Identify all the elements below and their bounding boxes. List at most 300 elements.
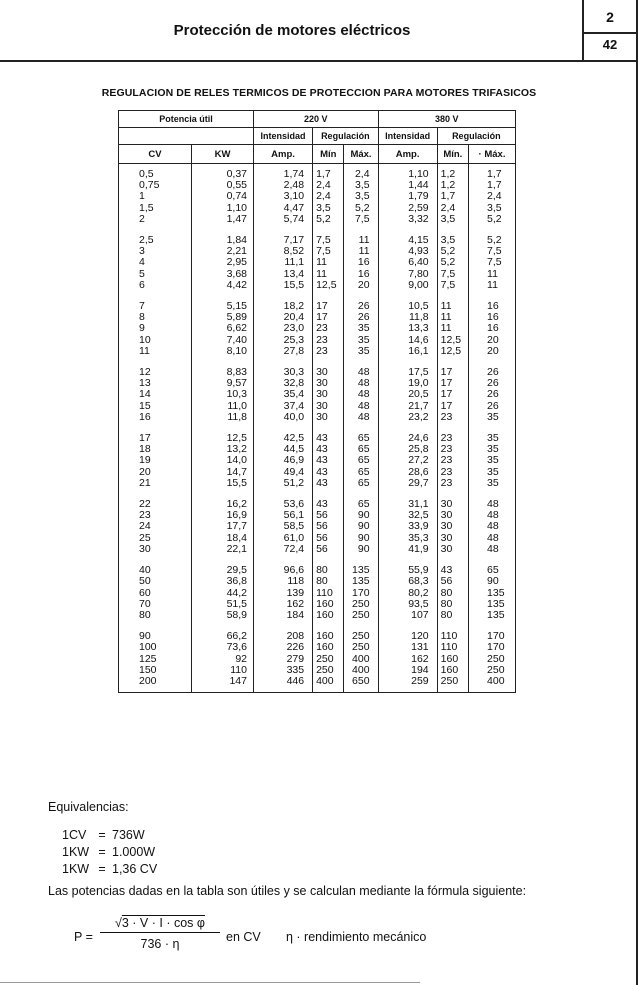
max-380-cell [469,428,516,494]
equivalence-right: 736W [112,828,145,842]
table-value: 30 [440,520,453,533]
table-value: 11,0 [227,399,247,412]
table-value: 3,32 [408,212,429,225]
table-row-group [119,626,516,693]
table-value: 43 [316,465,328,478]
table-value: 14 [139,388,151,401]
table-value: 2,4 [316,179,331,192]
table-value: 31,1 [408,498,429,511]
table-value: 11,8 [227,410,247,423]
table-value: 17 [316,300,328,313]
kw-cell [192,560,254,626]
table-value: 23 [440,465,453,478]
equivalence-right: 1,36 CV [112,862,158,876]
table-value: 259 [411,674,429,687]
kw-cell [192,494,254,560]
max-380-cell [469,230,516,296]
table-value: 24,6 [408,432,429,445]
min-220-cell [313,362,344,428]
table-value: 65 [357,498,370,511]
table-value: 33,9 [408,520,429,533]
table-value: 100 [139,641,157,654]
table-value: 1,47 [226,212,247,225]
table-value: 11 [316,267,327,280]
table-value: 37,4 [283,399,305,412]
table-value: 9 [139,322,145,335]
table-row-group [119,494,516,560]
page-header [0,0,638,62]
min-220-cell [313,164,344,231]
table-value: 18 [139,443,151,456]
table-value: 11 [316,256,327,269]
table-value: 13,2 [226,443,247,456]
amp-220-cell [254,296,313,362]
table-value: 4,93 [408,245,429,258]
table-value: 48 [357,388,370,401]
table-value: 17 [139,432,151,445]
max-220-cell [344,428,378,494]
table-value: 3,10 [283,190,305,203]
header-cv: CV [119,145,192,164]
table-value: 160 [440,652,459,665]
table-value: 21 [139,476,151,489]
table-value: 35 [487,432,499,445]
table-value: 1,79 [408,190,429,203]
table-value: 48 [487,498,499,511]
table-value: 48 [357,366,370,379]
header-potencia: Potencia útil [119,111,254,128]
table-value: 250 [487,652,505,665]
min-220-cell [313,494,344,560]
table-value: 12,5 [226,432,247,445]
cv-cell [119,626,192,693]
table-value: 68,3 [408,575,429,588]
table-value: 162 [286,597,305,610]
table-value: 36,8 [226,575,247,588]
table-value: 8,10 [226,344,247,357]
table-value: 32,8 [283,377,305,390]
equivalence-right: 1.000W [112,845,156,859]
table-value: 1,2 [440,179,456,192]
formula-numerator [100,912,220,933]
table-value: 135 [352,564,370,577]
table-value: 16,1 [408,344,429,357]
table-value: 35,3 [408,531,429,544]
table-value: 48 [487,542,499,555]
table-value: 5,2 [440,256,456,269]
table-value: 250 [352,608,370,621]
table-value: 13 [139,377,151,390]
table-value: 23 [440,454,453,467]
table-value: 2,5 [139,234,154,247]
table-value: 8 [139,311,145,324]
table-value: 27,2 [408,454,429,467]
table-value: 43 [316,432,328,445]
table-value: 30 [440,498,453,511]
equivalence-sign: = [98,828,106,842]
table-value: 2,21 [226,245,247,258]
equivalencias-label: Equivalencias: [48,800,129,814]
table-value: 35 [487,465,499,478]
table-value: 5,2 [354,201,370,214]
table-value: 16 [357,267,370,280]
page-number-box [582,0,636,60]
max-220-cell [344,626,378,693]
table-value: 90 [357,520,370,533]
equivalence-sign: = [98,845,106,859]
header-intensidad-380: Intensidad [378,128,437,145]
table-value: 42,5 [283,432,305,445]
table-value: 5,2 [440,245,456,258]
table-value: 80 [440,597,453,610]
table-value: 19 [139,454,151,467]
table-value: 226 [286,641,305,654]
table-value: 90 [357,531,370,544]
table-value: 400 [487,674,505,687]
table-value: 43 [440,564,453,577]
min-380-cell [437,230,468,296]
table-value: 26 [487,366,499,379]
table-value: 96,6 [283,564,305,577]
table-value: 11 [139,344,150,357]
table-value: 80 [139,608,151,621]
table-value: 250 [316,652,334,665]
table-value: 7,5 [487,245,502,258]
table-value: 12,5 [440,344,462,357]
table-value: 19,0 [408,377,429,390]
table-value: 16 [487,311,499,324]
table-value: 14,7 [226,465,247,478]
table-value: 22,1 [226,542,247,555]
table-value: 4,47 [283,201,305,214]
kw-cell [192,164,254,231]
amp-220-cell [254,626,313,693]
table-value: 51,5 [226,597,247,610]
table-value: 16 [487,322,499,335]
min-380-cell [437,428,468,494]
amp-220-cell [254,164,313,231]
chapter-number: 2 [584,0,636,34]
table-value: 2,4 [487,190,502,203]
cv-cell [119,362,192,428]
cv-cell [119,560,192,626]
table-value: 1,10 [226,201,247,214]
table-value: 160 [316,630,334,643]
table-value: 30 [440,542,453,555]
table-value: 30 [440,531,453,544]
table-value: 58,9 [226,608,247,621]
equivalencias-list [62,827,157,878]
table-value: 30 [316,399,328,412]
table-value: 170 [487,641,505,654]
table-value: 20,4 [283,311,305,324]
table-value: 8,52 [283,245,305,258]
formula-fraction [100,912,220,953]
table-value: 40,0 [283,410,305,423]
header-blank [119,128,254,145]
equivalence-row [62,827,157,844]
header-regulacion-220: Regulación [313,128,378,145]
table-value: 17 [440,399,453,412]
table-value: 11 [487,278,498,291]
table-value: 35 [487,443,499,456]
table-value: 110 [316,586,333,599]
table-value: 7,5 [440,267,456,280]
table-value: 9,57 [226,377,247,390]
header-amp-380: Amp. [378,145,437,164]
table-value: 9,00 [408,278,429,291]
table-value: 5,89 [226,311,247,324]
min-220-cell [313,428,344,494]
max-380-cell [469,164,516,231]
table-value: 18,4 [226,531,247,544]
table-value: 30,3 [283,366,305,379]
table-value: 110 [440,641,458,654]
table-value: 250 [352,630,370,643]
table-value: 20 [487,333,499,346]
table-value: 55,9 [408,564,429,577]
table-value: 17 [316,311,328,324]
table-value: 23 [440,410,453,423]
table-value: 65 [357,443,370,456]
table-value: 125 [139,652,157,665]
max-220-cell [344,230,378,296]
table-value: 13,3 [408,322,429,335]
table-value: 1,7 [487,179,502,192]
max-220-cell [344,494,378,560]
max-380-cell [469,560,516,626]
table-value: 21,7 [408,399,429,412]
formula-note: Las potencias dadas en la tabla son útiles y se calculan mediante la fórmula siguiente: [48,884,527,898]
table-value: 35 [357,322,370,335]
cv-cell [119,296,192,362]
table-value: 23 [316,333,328,346]
table-value: 65 [357,454,370,467]
table-value: 35 [357,333,370,346]
table-value: 1,7 [487,168,502,180]
table-value: 194 [411,663,429,676]
table-value: 27,8 [283,344,305,357]
header-380v: 380 V [378,111,515,128]
table-value: 15,5 [283,278,305,291]
formula-lhs: P = [74,930,93,944]
table-value: 5,74 [283,212,305,225]
header-220v: 220 V [254,111,379,128]
table-value: 20,5 [408,388,429,401]
table-value: 51,2 [283,476,305,489]
bottom-rule [0,982,420,983]
table-value: 66,2 [226,630,247,643]
table-value: 10,3 [226,388,247,401]
cv-cell [119,494,192,560]
table-value: 49,4 [283,465,305,478]
table-value: 73,6 [226,641,247,654]
table-value: 80 [440,608,453,621]
table-value: 110 [440,630,458,643]
table-value: 43 [316,454,328,467]
table-value: 23 [316,344,328,357]
cv-cell [119,428,192,494]
table-value: 44,2 [226,586,247,599]
equivalence-row [62,861,157,878]
equivalence-left: 1KW [62,845,90,859]
table-value: 23 [139,509,151,522]
table-value: 30 [440,509,453,522]
table-value: 56 [316,509,328,522]
page-title: Protección de motores eléctricos [173,22,411,39]
table-value: 20 [139,465,151,478]
table-value: 30 [316,410,328,423]
table-value: 28,6 [408,465,429,478]
table-value: 16 [357,256,370,269]
table-value: 7,17 [283,234,305,247]
table-value: 2,48 [283,179,305,192]
amp-220-cell [254,230,313,296]
table-value: 1,10 [408,168,429,180]
table-value: 400 [352,652,370,665]
table-value: 0,75 [139,179,160,192]
table-value: 40 [139,564,151,577]
table-value: 118 [287,575,305,588]
table-value: 7,80 [408,267,429,280]
table-value: 17 [440,366,453,379]
table-value: 131 [411,641,429,654]
table-value: 250 [440,674,459,687]
table-value: 90 [357,542,370,555]
table-value: 3,5 [354,190,370,203]
table-row-group [119,560,516,626]
table-value: 11 [440,311,452,324]
min-220-cell [313,296,344,362]
table-value: 43 [316,498,328,511]
table-value: 23 [440,432,453,445]
table-value: 56 [316,542,328,555]
table-value: 15,5 [226,476,247,489]
max-220-cell [344,560,378,626]
amp-220-cell [254,494,313,560]
table-value: 3,5 [316,201,331,214]
table-value: 208 [286,630,305,643]
table-value: 4,15 [408,234,429,247]
table-value: 56 [440,575,453,588]
table-value: 72,4 [283,542,305,555]
table-value: 10 [139,333,151,346]
amp-380-cell [378,296,437,362]
table-value: 26 [487,399,499,412]
table-value: 11 [358,245,370,258]
table-value: 5,2 [487,212,502,225]
table-value: 26 [487,388,499,401]
table-value: 7,5 [440,278,456,291]
table-value: 8,83 [226,366,247,379]
formula-denominator: 736 · η [140,937,180,951]
table-value: 30 [316,377,328,390]
table-value: 446 [286,674,305,687]
table-value: 46,9 [283,454,305,467]
table-value: 5,15 [226,300,247,313]
min-220-cell [313,626,344,693]
power-formula [74,912,594,972]
table-value: 11 [440,300,452,313]
table-row-group [119,296,516,362]
table-value: 10,5 [408,300,429,313]
equivalence-left: 1KW [62,862,90,876]
table-value: 3,5 [354,179,370,192]
table-value: 44,5 [283,443,305,456]
formula-numerator-text: 3 · V · I · cos φ [121,916,205,930]
table-value: 5,2 [316,212,331,225]
table-value: 14,6 [408,333,429,346]
table-value: 3,5 [487,201,502,214]
min-220-cell [313,560,344,626]
table-value: 80 [440,586,453,599]
table-value: 0,74 [226,190,247,203]
table-value: 160 [316,608,334,621]
table-value: 56 [316,520,328,533]
table-value: 17 [440,388,453,401]
table-value: 6,62 [226,322,247,335]
table-value: 80 [316,564,328,577]
table-value: 18,2 [283,300,305,313]
table-value: 12,5 [316,278,337,291]
table-value: 20 [487,344,499,357]
table-value: 16,2 [226,498,247,511]
amp-380-cell [378,230,437,296]
table-value: 29,7 [408,476,429,489]
table-value: 139 [286,586,305,599]
table-value: 170 [352,586,370,599]
formula-unit: en CV [226,930,261,944]
kw-cell [192,296,254,362]
table-value: 2,4 [440,201,456,214]
max-380-cell [469,296,516,362]
table-value: 147 [229,674,247,687]
kw-cell [192,626,254,693]
eta-definition: η · rendimiento mecánico [286,930,427,944]
header-max-220: Máx. [344,145,378,164]
table-value: 11 [487,267,498,280]
min-380-cell [437,362,468,428]
amp-220-cell [254,560,313,626]
amp-380-cell [378,428,437,494]
min-380-cell [437,164,468,231]
table-value: 2 [139,212,145,225]
table-value: 30 [316,388,328,401]
table-value: 92 [235,652,247,665]
table-value: 26 [357,311,370,324]
table-value: 5,2 [487,234,502,247]
table-value: 90 [139,630,151,643]
table-value: 48 [357,399,370,412]
table-value: 41,9 [408,542,429,555]
table-value: 80,2 [408,586,429,599]
table-value: 3 [139,245,145,258]
table-value: 58,5 [283,520,305,533]
table-value: 11 [358,234,370,247]
table-value: 48 [357,377,370,390]
table-value: 43 [316,443,328,456]
table-value: 250 [316,663,334,676]
table-value: 35 [357,344,370,357]
cv-cell [119,230,192,296]
table-value: 70 [139,597,151,610]
table-value: 135 [487,597,505,610]
table-value: 6,40 [408,256,429,269]
max-380-cell [469,362,516,428]
header-regulacion-380: Regulación [437,128,515,145]
table-row-group [119,230,516,296]
min-380-cell [437,560,468,626]
